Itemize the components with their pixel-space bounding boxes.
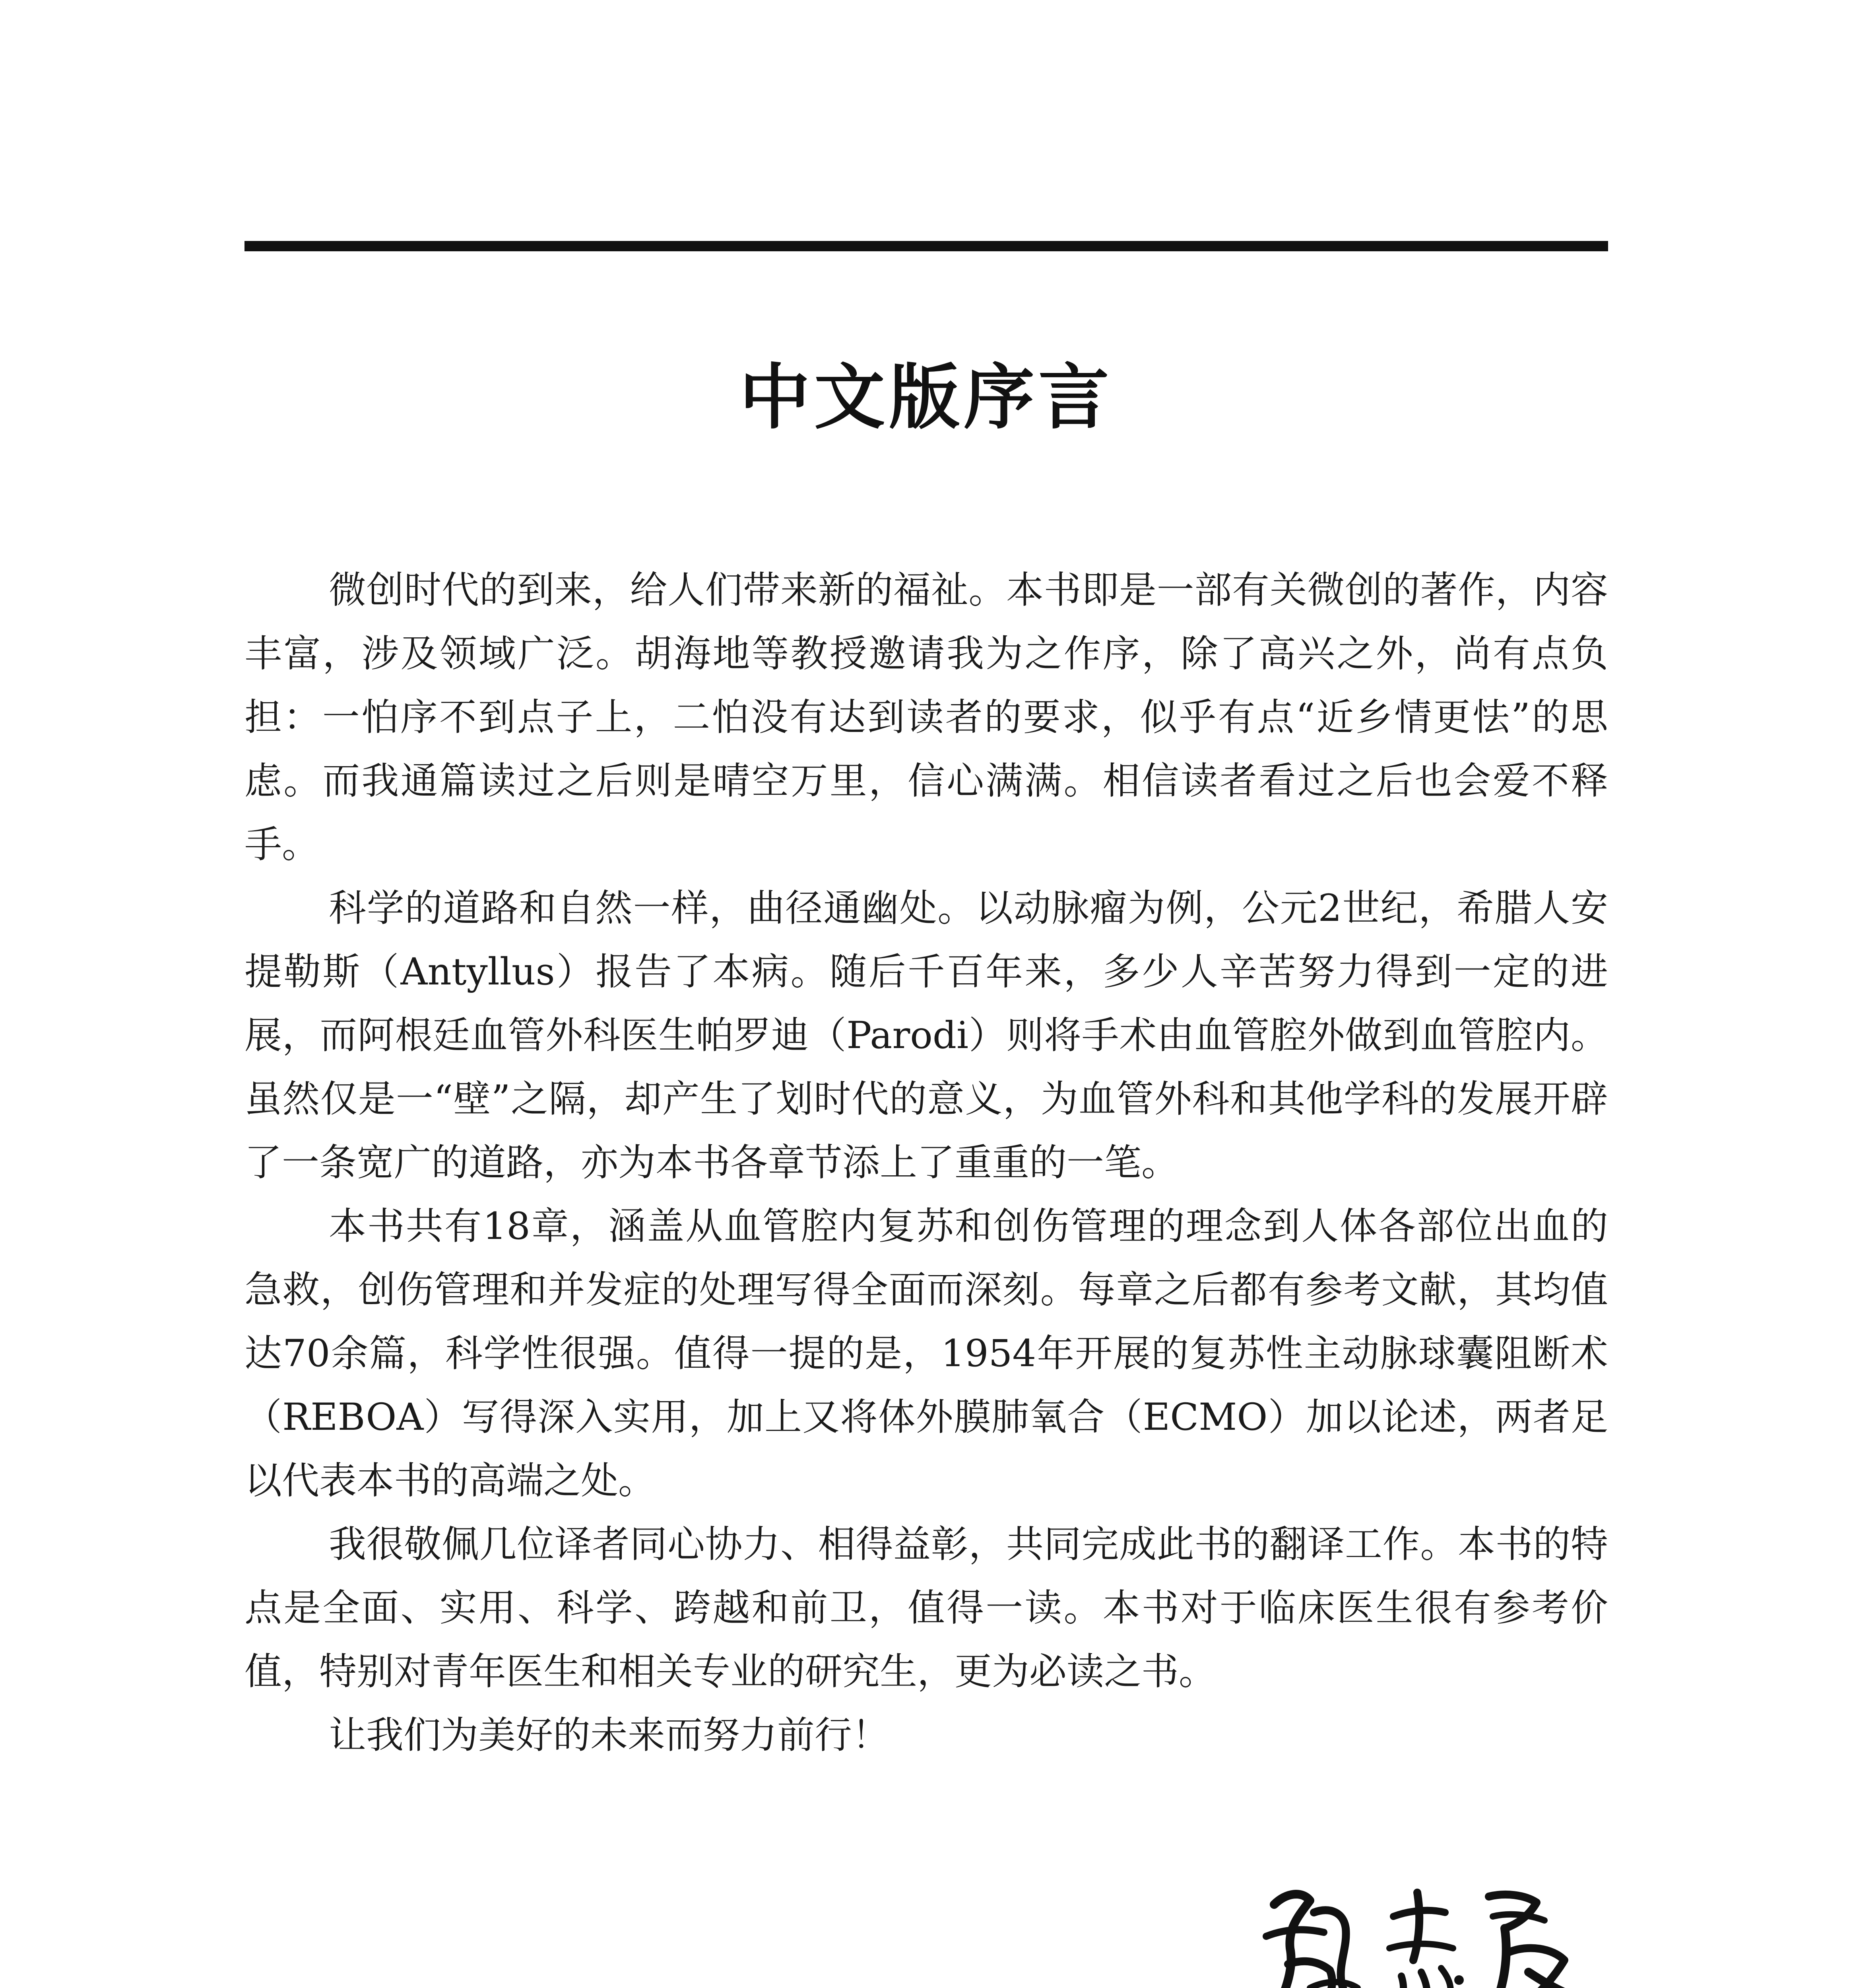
paragraph-3: 本书共有18章，涵盖从血管腔内复苏和创伤管理的理念到人体各部位出血的急救，创伤管理和并发症的处理写得全面而深刻。每章之后都有参考文献，其均值达70余篇，科学性很强。值得一提的是，1954年开展的复苏性主动脉球囊阻断术（REBOA）写得深入实用，加上又将体外膜肺氧合（ECMO）加以论述，两者足以代表本书的高端之处。 (244, 1205, 1608, 1503)
top-rule (244, 241, 1608, 251)
preface-body (244, 559, 1608, 1767)
paragraph-5: 让我们为美好的未来而努力前行！ (329, 1714, 890, 1757)
page-title: 中文版序言 (739, 356, 1113, 439)
paragraph-2: 科学的道路和自然一样，曲径通幽处。以动脉瘤为例，公元2世纪，希腊人安提勒斯（Antyllus）报告了本病。随后千百年来，多少人辛苦努力得到一定的进展，而阿根廷血管外科医生帕罗迪（Parodi）则将手术由血管腔外做到血管腔内。虽然仅是一“壁”之隔，却产生了划时代的意义，为血管外科和其他学科的发展开辟了一条宽广的道路，亦为本书各章节添上了重重的一笔。 (244, 887, 1608, 1184)
paragraph-4: 我很敬佩几位译者同心协力、相得益彰，共同完成此书的翻译工作。本书的特点是全面、实用、科学、跨越和前卫，值得一读。本书对于临床医生很有参考价值，特别对青年医生和相关专业的研究生，更为必读之书。 (244, 1523, 1608, 1693)
signature-block (1052, 1869, 1608, 1988)
handwritten-signature (1250, 1869, 1608, 1988)
paragraph-1: 微创时代的到来，给人们带来新的福祉。本书即是一部有关微创的著作，内容丰富，涉及领域广泛。胡海地等教授邀请我为之作序，除了高兴之外，尚有点负担：一怕序不到点子上，二怕没有达到读者的要求，似乎有点“近乡情更怯”的思虑。而我通篇读过之后则是晴空万里，信心满满。相信读者看过之后也会爱不释手。 (244, 569, 1608, 866)
